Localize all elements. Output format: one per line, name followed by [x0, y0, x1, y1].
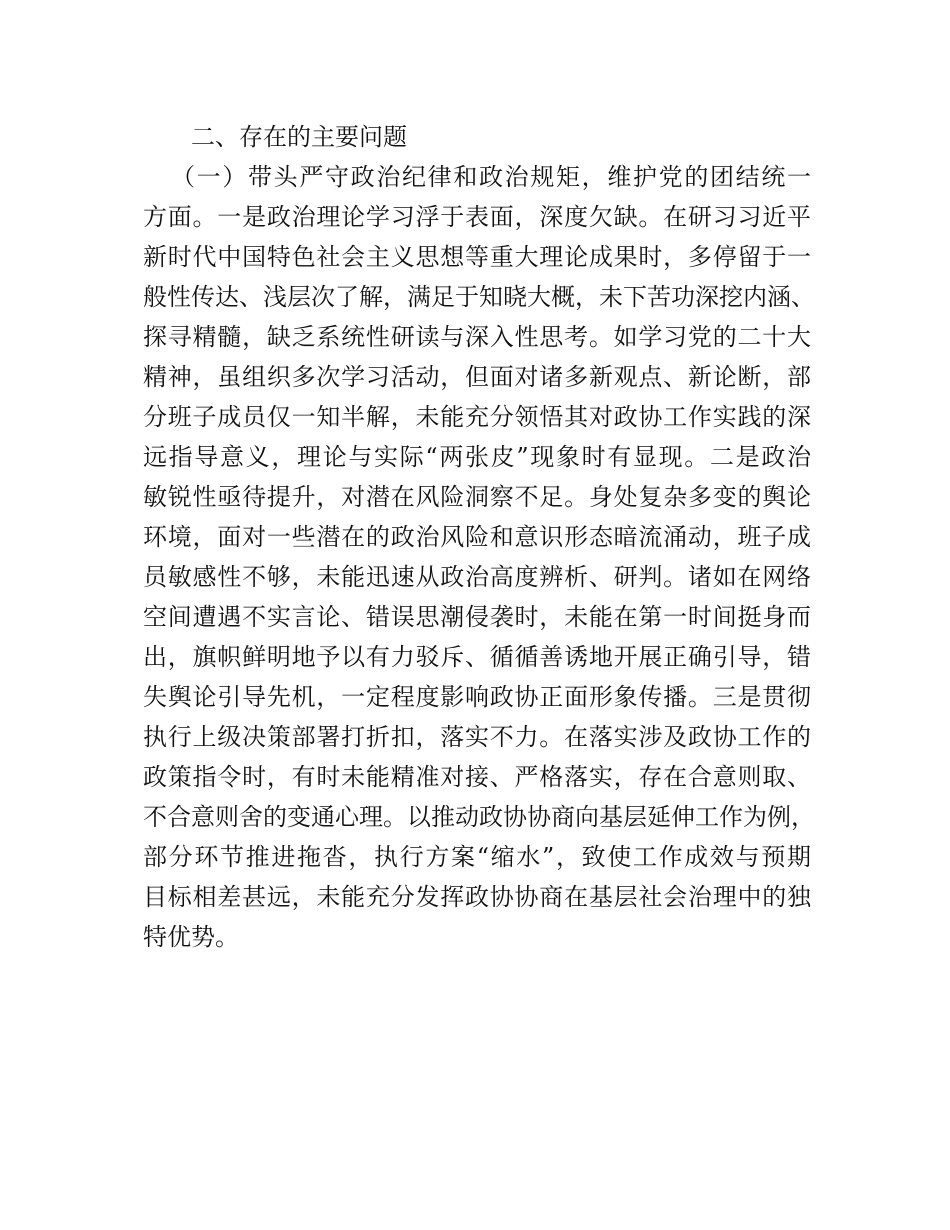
paragraph-line: 分班子成员仅一知半解，未能充分领悟其对政协工作实践的深: [143, 403, 811, 431]
paragraph-line: 目标相差甚远，未能充分发挥政协协商在基层社会治理中的独: [143, 883, 811, 911]
paragraph-line: 新时代中国特色社会主义思想等重大理论成果时，多停留于一: [143, 243, 811, 271]
paragraph-line: 探寻精髓，缺乏系统性研读与深入性思考。如学习党的二十大: [143, 323, 811, 351]
paragraph-line: 敏锐性亟待提升，对潜在风险洞察不足。身处复杂多变的舆论: [143, 483, 811, 511]
section-paragraph: [143, 157, 815, 957]
paragraph-line: 空间遭遇不实言论、错误思潮侵袭时，未能在第一时间挺身而: [143, 603, 811, 631]
paragraph-line: 出，旗帜鲜明地予以有力驳斥、循循善诱地开展正确引导，错: [143, 643, 811, 671]
paragraph-line: 环境，面对一些潜在的政治风险和意识形态暗流涌动，班子成: [143, 523, 811, 551]
paragraph-line: 般性传达、浅层次了解，满足于知晓大概，未下苦功深挖内涵、: [143, 283, 815, 311]
paragraph-line: 不合意则舍的变通心理。以推动政协协商向基层延伸工作为例，: [143, 803, 815, 831]
section-heading: 二、存在的主要问题: [191, 123, 407, 151]
paragraph-line: 精神，虽组织多次学习活动，但面对诸多新观点、新论断，部: [143, 363, 811, 391]
paragraph-line: 失舆论引导先机，一定程度影响政协正面形象传播。三是贯彻: [143, 683, 811, 711]
paragraph-line: 政策指令时，有时未能精准对接、严格落实，存在合意则取、: [143, 763, 811, 791]
paragraph-line: 执行上级决策部署打折扣，落实不力。在落实涉及政协工作的: [143, 723, 811, 751]
paragraph-line: 员敏感性不够，未能迅速从政治高度辨析、研判。诸如在网络: [143, 563, 811, 591]
document-body: [143, 117, 815, 957]
paragraph-line: 部分环节推进拖沓，执行方案“缩水”，致使工作成效与预期: [143, 843, 811, 871]
paragraph-line: （一）带头严守政治纪律和政治规矩，维护党的团结统一: [171, 163, 811, 191]
paragraph-line: 方面。一是政治理论学习浮于表面，深度欠缺。在研习习近平: [143, 203, 811, 231]
paragraph-line: 远指导意义，理论与实际“两张皮”现象时有显现。二是政治: [143, 443, 811, 471]
paragraph-line: 特优势。: [143, 923, 239, 951]
